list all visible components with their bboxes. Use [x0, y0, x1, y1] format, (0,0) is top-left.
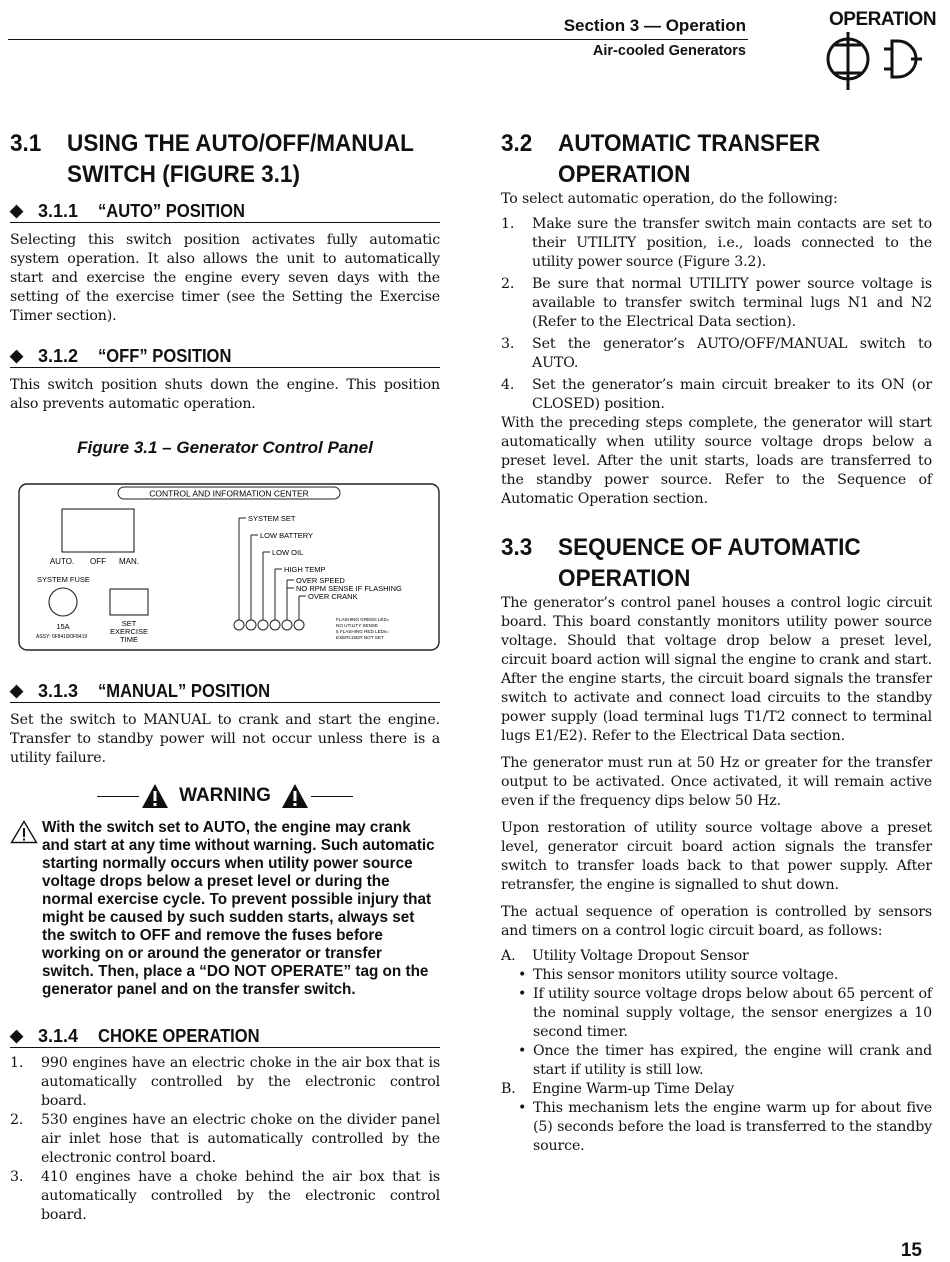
subsection-letter: A. [501, 948, 516, 964]
timer-label-2: EXERCISE [110, 627, 148, 636]
status-led [270, 620, 280, 630]
heading-title: CHOKE OPERATION [98, 1026, 260, 1046]
list-item [518, 1042, 932, 1080]
legend-line-1: FLASHING GREEN LED= [336, 617, 390, 622]
led-label: NO RPM SENSE IF FLASHING [296, 584, 402, 593]
heading-number: 3.1.2 [38, 346, 79, 366]
legend-line-4: EXERCISER NOT SET [336, 635, 384, 640]
list-number: 3. [10, 1169, 24, 1185]
list-text: If utility source voltage drops below about 65 percent of the nominal supply voltage, the sensor energizes a 10 second timer. [533, 986, 932, 1040]
warning-triangle-icon [141, 783, 169, 809]
header-subtitle: Air-cooled Generators [592, 43, 746, 59]
caution-outline-icon [10, 820, 38, 844]
list-item [518, 1099, 932, 1156]
list-item [10, 1111, 440, 1168]
heading-number: 3.1.4 [38, 1026, 79, 1046]
warning-banner [10, 781, 440, 811]
heading-line-1: USING THE AUTO/OFF/MANUAL [67, 130, 414, 157]
heading-3-1-4 [10, 1025, 440, 1048]
list-text: Set the generator’s main circuit breaker to its ON (or CLOSED) position. [532, 377, 932, 412]
list-text: Set the generator’s AUTO/OFF/MANUAL switch to AUTO. [532, 336, 932, 371]
operation-badge-label: OPERATION [829, 9, 937, 30]
led-label: SYSTEM SET [248, 514, 296, 523]
list-number: 1. [10, 1055, 24, 1071]
status-led [246, 620, 256, 630]
heading-3-3 [501, 532, 933, 594]
heading-line-2: OPERATION [558, 565, 691, 592]
led-label: OVER CRANK [308, 592, 358, 601]
heading-3-1-2 [10, 345, 440, 368]
warning-block [10, 819, 440, 999]
bullet-icon: • [518, 1043, 527, 1059]
led-label: OVER SPEED [296, 576, 345, 585]
page-number: 15 [900, 1240, 922, 1261]
heading-number: 3.1.3 [38, 681, 79, 701]
choke-list [10, 1054, 440, 1225]
bullet-icon: • [518, 967, 527, 983]
list-item [501, 275, 932, 332]
led-label: LOW BATTERY [260, 531, 314, 540]
list-text: This mechanism lets the engine warm up for about five (5) seconds before the load is transferred to the standby source. [533, 1100, 932, 1154]
system-fuse[interactable] [49, 588, 77, 616]
heading-line-1: SEQUENCE OF AUTOMATIC [558, 534, 861, 561]
subsection-title: Engine Warm-up Time Delay [532, 1081, 735, 1097]
list-number: 4. [501, 377, 515, 393]
header-section-title: Section 3 — Operation [563, 16, 746, 35]
heading-3-2 [501, 128, 933, 190]
sequence-paragraph-1: The generator’s control panel houses a control logic circuit board. This board constantly monitors utility power source voltage. Should that voltage drop below a preset level, circuit board action will signal the engine to crank and start. After the engine starts, the circuit board signals the transfer switch to activate and connect load circuits to the standby power supply (load terminal lugs T1/T2 connect to terminal lugs E1/E2). Refer to the Electrical Data section. [501, 595, 932, 744]
warning-triangle-icon [281, 783, 309, 809]
heading-number: 3.3 [501, 534, 533, 561]
list-number: 3. [501, 336, 515, 352]
switch-label-manual: MAN. [119, 557, 139, 566]
list-text: 990 engines have an electric choke in the air box that is automatically controlled by the electronic control board. [41, 1055, 440, 1109]
warning-rule-right [311, 796, 353, 797]
plug-socket-icon [826, 32, 922, 90]
sequence-paragraph-2: The generator must run at 50 Hz or greater for the transfer output to be activated. Once activated, it will remain active even if the frequency dips below 50 Hz. [501, 755, 932, 809]
transfer-intro: To select automatic operation, do the following: [501, 191, 838, 207]
system-fuse-label: SYSTEM FUSE [37, 575, 90, 584]
heading-number: 3.2 [501, 130, 533, 157]
left-column [10, 128, 440, 1225]
diamond-bullet-icon: ◆ [10, 681, 24, 700]
status-led-group [234, 514, 402, 630]
list-text: Be sure that normal UTILITY power source voltage is available to transfer switch terminal lugs N1 and N2 (Refer to the Electrical Data section). [532, 276, 932, 330]
list-item [10, 1168, 440, 1225]
subsection-b-bullets [518, 1099, 932, 1156]
transfer-steps-list [501, 215, 932, 414]
status-led [234, 620, 244, 630]
heading-title: “MANUAL” POSITION [98, 681, 271, 701]
list-text: This sensor monitors utility source voltage. [533, 967, 839, 983]
transfer-after-paragraph: With the preceding steps complete, the generator will start automatically when utility source voltage drops below a preset level. After the unit starts, loads are transferred to the standby power source. Refer to the Sequence of Automatic Operation section. [501, 415, 932, 507]
heading-line-1: AUTOMATIC TRANSFER [558, 130, 821, 157]
status-led [294, 620, 304, 630]
legend-line-3: 5 FLASHING RED LEDs= [336, 629, 389, 634]
diamond-bullet-icon: ◆ [10, 201, 24, 220]
timer-label-1: SET [121, 619, 137, 628]
heading-3-1 [10, 128, 442, 190]
legend-line-2: NO UTILITY SENSE [336, 623, 379, 628]
panel-title: CONTROL AND INFORMATION CENTER [149, 488, 309, 499]
status-led [258, 620, 268, 630]
list-item [501, 215, 932, 272]
list-item [518, 966, 932, 985]
warning-text: With the switch set to AUTO, the engine may crank and start at any time without warning. Such automatic starting normally occurs when utility power source voltage drops below a preset level or during the normal exercise cycle. To prevent possible injury that might be caused by such sudden starts, always set the switch to OFF and remove the fuses before working on or around the generator or transfer switch. Then, place a “DO NOT OPERATE” tag on the generator panel and on the transfer switch. [42, 819, 435, 998]
led-label: HIGH TEMP [284, 565, 326, 574]
list-number: 2. [10, 1112, 24, 1128]
bullet-icon: • [518, 1100, 527, 1116]
subsection-title: Utility Voltage Dropout Sensor [532, 948, 749, 964]
list-text: Once the timer has expired, the engine will crank and start if utility is still low. [533, 1043, 932, 1078]
assembly-number: ASSY: 0F8418/0F8419 [36, 634, 88, 640]
heading-3-1-1 [10, 200, 440, 223]
subsection-a [501, 947, 932, 966]
set-exercise-time-button[interactable] [110, 589, 148, 615]
sequence-paragraph-4: The actual sequence of operation is controlled by sensors and timers on a control logic circuit board, as follows: [501, 904, 932, 939]
right-column [501, 128, 932, 1156]
auto-position-paragraph: Selecting this switch position activates fully automatic system operation. It also allows the unit to automatically start and exercise the engine every seven days with the setting of the exercise timer (see the Setting the Exercise Timer section). [10, 232, 440, 324]
subsection-b [501, 1080, 932, 1099]
heading-number: 3.1.1 [38, 201, 79, 221]
switch-label-off: OFF [90, 557, 106, 566]
heading-line-2: SWITCH (FIGURE 3.1) [67, 161, 300, 188]
switch-label-auto: AUTO. [49, 557, 75, 566]
list-text: 530 engines have an electric choke on the divider panel air inlet hose that is automatically controlled by the electronic control board. [41, 1112, 440, 1166]
list-text: 410 engines have a choke behind the air box that is automatically controlled by the electronic control board. [41, 1169, 440, 1223]
diamond-bullet-icon: ◆ [10, 1026, 24, 1045]
auto-off-manual-switch[interactable] [62, 509, 134, 552]
figure-caption: Figure 3.1 – Generator Control Panel [77, 438, 373, 457]
status-led [282, 620, 292, 630]
diamond-bullet-icon: ◆ [10, 346, 24, 365]
heading-line-2: OPERATION [558, 161, 691, 188]
fuse-rating: 15A [56, 622, 70, 631]
led-label: LOW OIL [272, 548, 304, 557]
list-number: 2. [501, 276, 515, 292]
bullet-icon: • [518, 986, 527, 1002]
list-item [10, 1054, 440, 1111]
list-text: Make sure the transfer switch main contacts are set to their UTILITY position, i.e., loads connected to the utility power source (Figure 3.2). [532, 216, 932, 270]
heading-3-1-3 [10, 680, 440, 703]
list-number: 1. [501, 216, 515, 232]
warning-title: WARNING [179, 785, 271, 806]
heading-title: “AUTO” POSITION [98, 201, 245, 221]
list-item [501, 335, 932, 373]
sequence-paragraph-3: Upon restoration of utility source voltage above a preset level, generator circuit board action signals the transfer switch to transfer loads back to that power supply. After retransfer, the engine is signalled to shut down. [501, 820, 932, 893]
heading-number: 3.1 [10, 130, 42, 157]
timer-label-3: TIME [120, 635, 138, 644]
subsection-a-bullets [518, 966, 932, 1080]
list-item [518, 985, 932, 1042]
header-rule [8, 39, 748, 40]
heading-title: “OFF” POSITION [98, 346, 232, 366]
control-panel-figure [18, 483, 442, 653]
off-position-paragraph: This switch position shuts down the engine. This position also prevents automatic operation. [10, 377, 440, 412]
warning-rule-left [97, 796, 139, 797]
manual-position-paragraph: Set the switch to MANUAL to crank and start the engine. Transfer to standby power will not occur unless there is a utility failure. [10, 712, 440, 766]
list-item [501, 376, 932, 414]
subsection-letter: B. [501, 1081, 516, 1097]
